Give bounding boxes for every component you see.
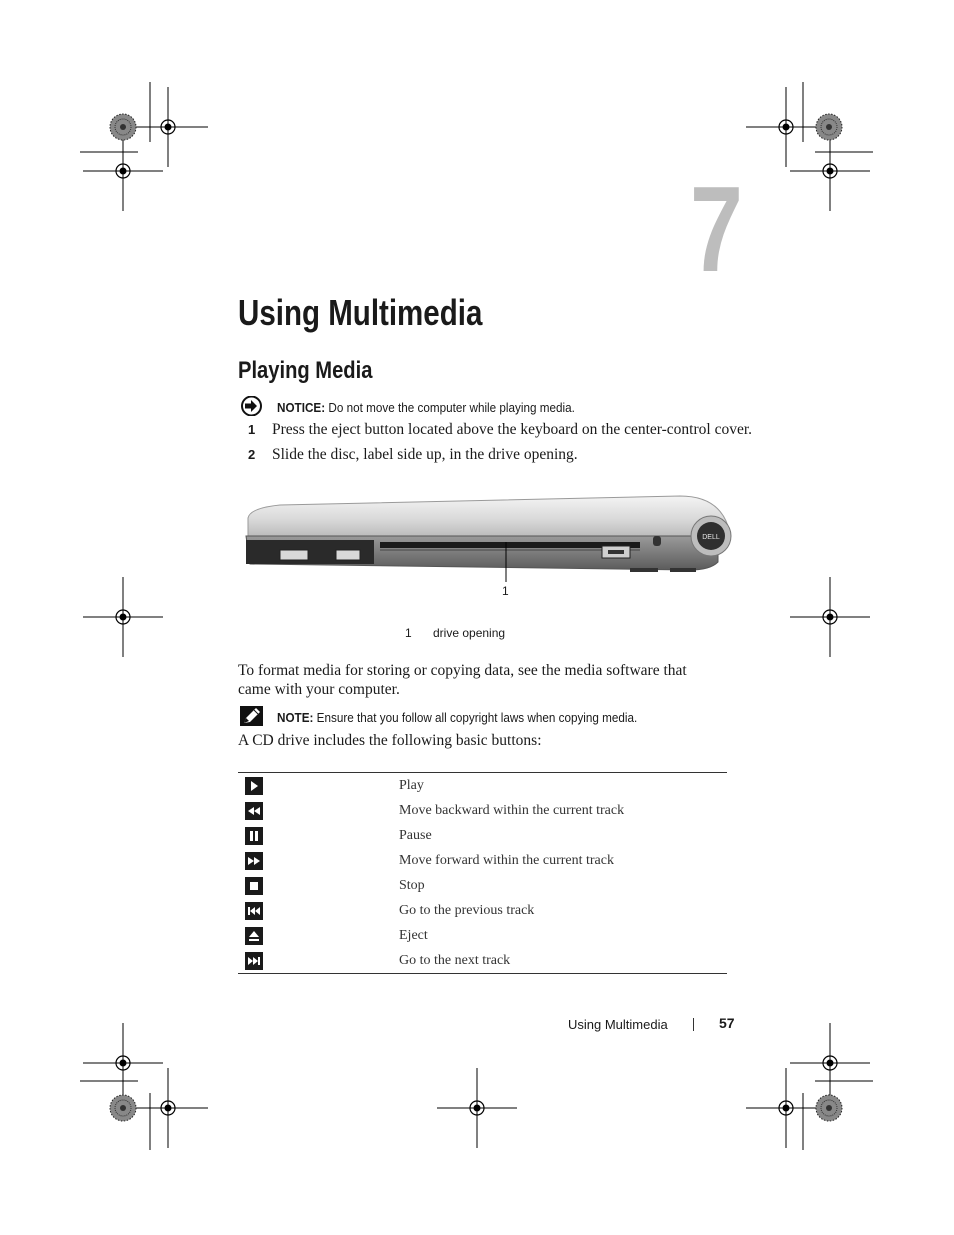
table-row (238, 848, 727, 873)
section-title: Playing Media (238, 357, 373, 384)
notice-arrow-icon (240, 396, 263, 419)
table-row (238, 773, 727, 799)
table-row (238, 948, 727, 974)
note-label: NOTE: (276, 710, 314, 725)
table-row (238, 823, 727, 848)
footer-separator (693, 1018, 694, 1031)
previous-track-icon (245, 902, 263, 920)
notice-label: NOTICE: (276, 400, 325, 415)
table-row (238, 873, 727, 898)
table-row (238, 923, 727, 948)
legend-label: drive opening (433, 626, 506, 640)
step-1 (248, 421, 752, 439)
next-track-icon (245, 952, 263, 970)
button-description: Move forward within the current track (399, 852, 614, 868)
button-description: Eject (399, 927, 428, 943)
step-text: Slide the disc, label side up, in the drive opening. (272, 446, 578, 463)
button-description: Play (399, 777, 424, 793)
button-description: Stop (399, 877, 425, 893)
pause-icon (245, 827, 263, 845)
play-icon (245, 777, 263, 795)
table-row (238, 798, 727, 823)
button-description: Pause (399, 827, 432, 843)
note-callout (240, 706, 677, 729)
notice-callout (240, 396, 608, 419)
note-pencil-icon (240, 706, 263, 729)
chapter-title: Using Multimedia (238, 292, 483, 333)
step-number: 1 (248, 422, 256, 437)
dell-logo: DELL (702, 534, 720, 541)
step-number: 2 (248, 447, 256, 462)
stop-icon (245, 877, 263, 895)
page-number: 57 (719, 1015, 735, 1031)
eject-icon (245, 927, 263, 945)
notice-text: Do not move the computer while playing media. (327, 400, 575, 415)
chapter-number: 7 (690, 161, 743, 297)
rewind-icon (245, 802, 263, 820)
footer-chapter-title: Using Multimedia (568, 1017, 668, 1032)
fast-forward-icon (245, 852, 263, 870)
paragraph-format-media: To format media for storing or copying data, see the media software that came with your computer. (238, 662, 687, 698)
laptop-side-view-illustration (240, 490, 740, 605)
button-description: Go to the previous track (399, 902, 535, 918)
button-description: Go to the next track (399, 952, 511, 968)
paragraph-cd-buttons: A CD drive includes the following basic buttons: (238, 732, 542, 749)
figure-callout-number: 1 (502, 584, 509, 598)
step-2 (248, 446, 578, 464)
note-text: Ensure that you follow all copyright laws when copying media. (316, 710, 637, 725)
step-text: Press the eject button located above the keyboard on the center-control cover. (272, 421, 753, 438)
legend-number: 1 (405, 626, 412, 640)
table-row (238, 898, 727, 923)
cd-buttons-table (238, 772, 727, 974)
button-description: Move backward within the current track (399, 802, 625, 818)
